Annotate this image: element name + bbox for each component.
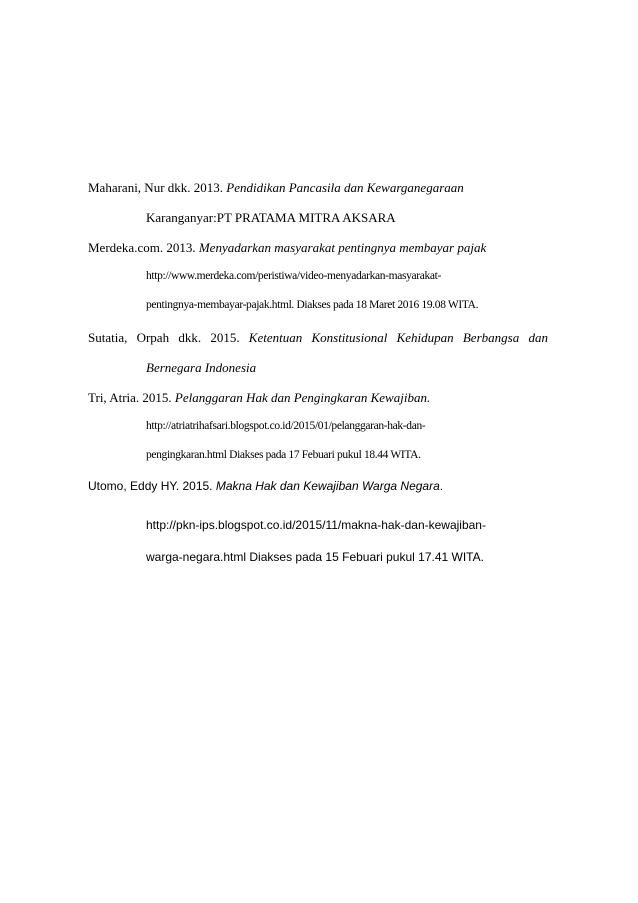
reference-3-word: 2015. bbox=[210, 330, 240, 345]
reference-1-title: Pendidikan Pancasila dan Kewarganegaraan bbox=[226, 180, 464, 195]
reference-4-title: Pelanggaran Hak dan Pengingkaran Kewajiban. bbox=[174, 390, 431, 405]
reference-2-author: Merdeka.com. 2013. bbox=[88, 240, 199, 255]
reference-2-line-2 bbox=[146, 270, 441, 282]
reference-3-title-word: Berbangsa bbox=[462, 330, 520, 345]
reference-5-line-1 bbox=[88, 479, 443, 493]
reference-3-word: Orpah bbox=[136, 330, 170, 345]
reference-2-line-3 bbox=[146, 299, 478, 311]
reference-5-title: Makna Hak dan Kewajiban Warga Negara bbox=[215, 479, 440, 493]
reference-1-line-1 bbox=[88, 180, 464, 196]
reference-3-word: dkk. bbox=[178, 330, 202, 345]
reference-4-access: pengingkaran.html Diakses pada 17 Febuari pukul 18.44 WITA. bbox=[146, 449, 421, 461]
reference-3-word: Sutatia, bbox=[88, 330, 128, 345]
reference-5-line-2 bbox=[146, 518, 486, 532]
reference-4-author: Tri, Atria. 2015. bbox=[88, 390, 175, 405]
reference-1-line-2 bbox=[146, 210, 396, 226]
reference-1-publisher: Karanganyar:PT PRATAMA MITRA AKSARA bbox=[146, 210, 396, 225]
reference-5-url: http://pkn-ips.blogspot.co.id/2015/11/makna-hak-dan-kewajiban- bbox=[146, 518, 486, 532]
reference-1-author: Maharani, Nur dkk. 2013. bbox=[88, 180, 227, 195]
reference-5-access: warga-negara.html Diakses pada 15 Febuari pukul 17.41 WITA. bbox=[146, 550, 484, 564]
reference-3-line-2 bbox=[146, 360, 256, 376]
reference-2-title: Menyadarkan masyarakat pentingnya membayar pajak bbox=[198, 240, 487, 255]
reference-2-url: http://www.merdeka.com/peristiwa/video-menyadarkan-masyarakat- bbox=[146, 270, 441, 282]
reference-3-title-word: Kehidupan bbox=[396, 330, 454, 345]
reference-2-line-1 bbox=[88, 240, 486, 256]
reference-3-title-cont: Bernegara Indonesia bbox=[146, 360, 257, 375]
reference-2-access: pentingnya-membayar-pajak.html. Diakses pada 18 Maret 2016 19.08 WITA. bbox=[146, 299, 479, 311]
reference-5-title-period: . bbox=[439, 479, 444, 493]
reference-3-line-1 bbox=[88, 330, 548, 346]
reference-4-line-1 bbox=[88, 390, 430, 406]
reference-5-author: Utomo, Eddy HY. 2015. bbox=[88, 479, 216, 493]
reference-3-title-word: dan bbox=[528, 330, 548, 345]
reference-4-line-3 bbox=[146, 449, 421, 461]
reference-4-line-2 bbox=[146, 420, 425, 432]
reference-4-url: http://atriatrihafsari.blogspot.co.id/2015/01/pelanggaran-hak-dan- bbox=[146, 420, 426, 432]
reference-5-line-3 bbox=[146, 550, 484, 564]
reference-3-title-word: Konstitusional bbox=[311, 330, 388, 345]
reference-3-title-word: Ketentuan bbox=[248, 330, 303, 345]
